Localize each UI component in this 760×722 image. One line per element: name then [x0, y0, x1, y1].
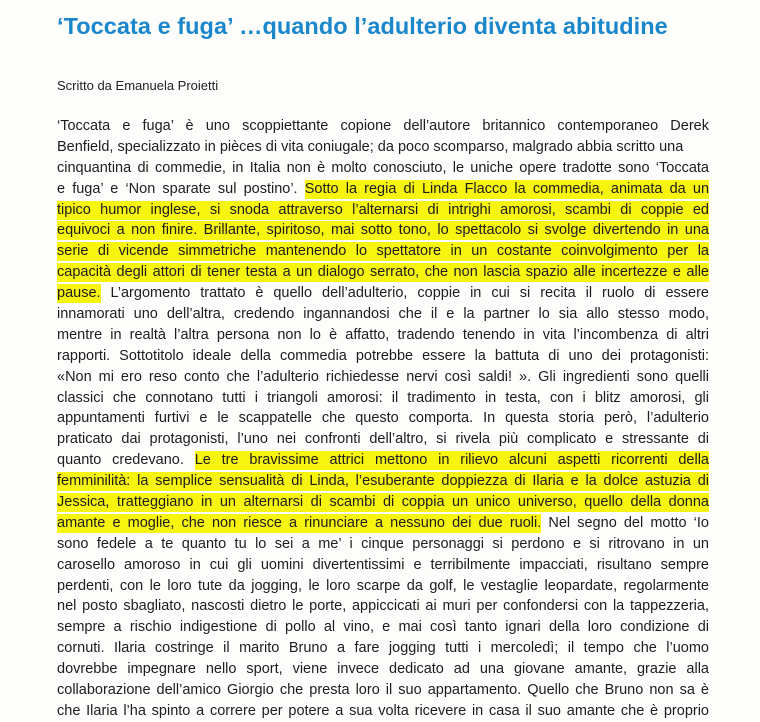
text-line — [57, 220, 709, 241]
text-line — [57, 137, 709, 158]
text-segment: quanto credevano. — [57, 452, 195, 469]
text-line — [57, 304, 709, 325]
text-segment: e fuga’ e ‘Non sparate sul postino’. — [57, 180, 305, 197]
text-segment: cinquantina di commedie, in Italia non è molto conosciuto, le uniche opere tradotte sono ‘Toccata — [57, 159, 709, 176]
text-segment: sempre a rischio indigestione di pollo al vino, e mai così tanto ignari della loro condizione di — [57, 619, 709, 636]
text-line — [57, 367, 709, 388]
text-segment: rapporti. Sottotitolo ideale della commedia potrebbe essere la battuta di uno dei protagonisti: — [57, 347, 709, 364]
highlighted-text: Le tre bravissime attrici mettono in rilievo alcuni aspetti ricorrenti della — [194, 452, 709, 469]
text-line — [57, 388, 709, 409]
highlighted-text: femminilità: la semplice sensualità di Linda, l’esuberante doppiezza di Ilaria e la dolce astuzia di — [57, 473, 709, 490]
text-line — [57, 429, 709, 450]
text-line — [57, 638, 709, 659]
text-line — [57, 659, 709, 680]
highlighted-text: pause. — [57, 285, 101, 302]
text-line — [57, 325, 709, 346]
text-line — [57, 283, 709, 304]
text-segment: Benfield, specializzato in pièces di vita coniugale; da poco scomparso, malgrado abbia scritto una — [57, 138, 684, 155]
text-line — [57, 576, 709, 597]
text-line — [57, 158, 709, 179]
text-segment: praticato dai protagonisti, l’uno nei confronti dell’altro, si rivela più complicato e stressante di — [57, 431, 709, 448]
article-author: Scritto da Emanuela Proietti — [57, 78, 219, 93]
text-line — [57, 513, 709, 534]
text-line — [57, 346, 709, 367]
text-line — [57, 262, 709, 283]
highlighted-text: tipico humor inglese, si snoda attraverso l’alternarsi di intrighi amorosi, scambi di coppie ed — [57, 201, 709, 218]
text-line — [57, 241, 709, 262]
text-segment: che Ilaria l’ha spinto a correre per potere a sua volta ricevere in casa il suo amante che è proprio — [57, 702, 709, 719]
text-line — [57, 408, 709, 429]
text-line — [57, 555, 709, 576]
text-line — [57, 179, 709, 200]
text-line — [57, 680, 709, 701]
highlighted-text: equivoci a non finire. Brillante, spiritoso, mai sotto tono, lo spettacolo si svolge divertendo in una — [57, 222, 709, 239]
text-line — [57, 534, 709, 555]
highlighted-text: serie di vicende simmetriche mantenendo lo spettatore in un costante coinvolgimento per la — [57, 243, 709, 260]
text-line — [57, 701, 709, 722]
text-segment: mentre in realtà l’altra persona non lo è affatto, tradendo tenendo in vita l’incombenza di altri — [57, 326, 709, 343]
text-segment: dovrebbe impegnare nello sport, viene invece dedicato ad una giovane amante, grazie alla — [57, 661, 709, 678]
text-segment: classici che connotano tutti i triangoli amorosi: il tradimento in testa, con i blitz amorosi, gli — [57, 389, 709, 406]
text-segment: ‘Toccata e fuga’ è uno scoppiettante copione dell’autore britannico contemporaneo Derek — [57, 118, 709, 134]
text-segment: perdenti, con le loro tute da jogging, le loro scarpe da golf, le vestaglie leopardate, regolarmente — [57, 577, 709, 594]
text-line — [57, 116, 709, 137]
highlighted-text: capacità degli attori di tener testa a un dialogo serrato, che non lascia spazio alle incertezze e alle — [57, 264, 709, 281]
text-line — [57, 492, 709, 513]
text-segment: L’argomento trattato è quello dell’adulterio, coppie in cui si recita il ruolo di essere — [100, 285, 709, 302]
article-title: ‘Toccata e fuga’ …quando l’adulterio diventa abitudine — [57, 13, 668, 39]
text-line — [57, 471, 709, 492]
text-line — [57, 200, 709, 221]
article-body — [57, 116, 709, 722]
text-line — [57, 450, 709, 471]
text-line — [57, 596, 709, 617]
highlighted-text: Jessica, tratteggiano in un alternarsi di scambi di coppia un unico universo, quello della donna — [57, 494, 709, 511]
highlighted-text: amante e moglie, che non riesce a rinunciare a nessuno dei due ruoli. — [57, 514, 542, 531]
text-segment: collaborazione dell’amico Giorgio che presta loro il suo appartamento. Quello che Bruno non sa è — [57, 682, 709, 699]
text-segment: innamorati uno dell’altra, credendo ingannandosi che il e la partner lo sia allo stesso modo, — [57, 306, 709, 323]
text-segment: nel posto sbagliato, nascosti dietro le porte, appiccicati ai muri per confondersi con la tappezzeria, — [57, 598, 709, 615]
text-segment: appuntamenti furtivi e le scappatelle che questo comporta. In questa storia però, l’adulterio — [57, 410, 709, 427]
text-segment: cornuti. Ilaria costringe il marito Bruno a fare jogging tutti i mercoledì; il tempo che l’uomo — [57, 640, 709, 657]
text-segment: «Non mi ero reso conto che l’adulterio richiedesse nervi così saldi! ». Gli ingredienti sono quelli — [57, 368, 709, 385]
highlighted-text: Sotto la regia di Linda Flacco la commedia, animata da un — [304, 180, 710, 197]
text-segment: sono fedele a te quanto tu lo sei a me’ i cinque personaggi si perdono e si ritrovano in un — [57, 535, 709, 552]
text-line — [57, 617, 709, 638]
text-segment: Nel segno del motto ‘Io — [541, 514, 709, 531]
text-segment: carosello amoroso in cui gli uomini divertentissimi e terribilmente impacciati, risultano sempre — [57, 556, 709, 573]
